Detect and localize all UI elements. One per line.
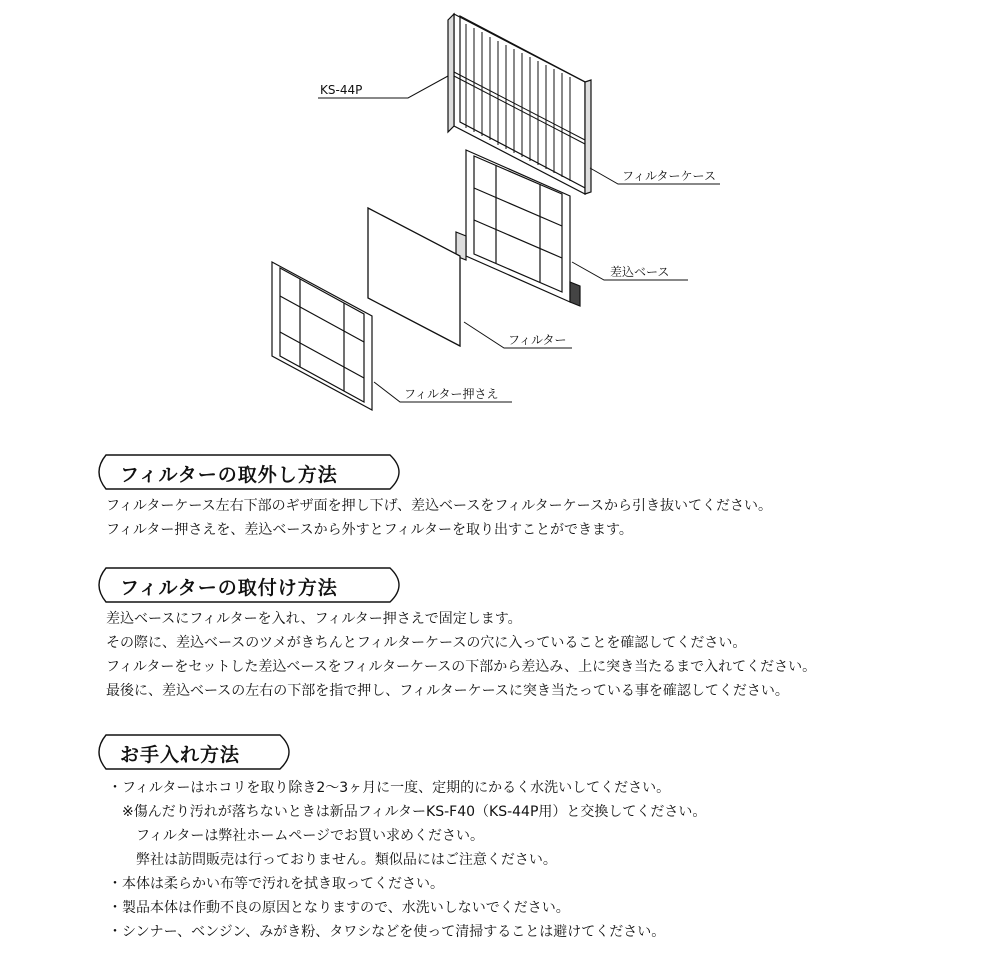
text-line: ・本体は柔らかい布等で汚れを拭き取ってください。 (108, 876, 444, 892)
filter-sheet-drawing (368, 208, 460, 346)
install-text (106, 607, 816, 703)
diagram-svg (0, 0, 994, 430)
install-section-heading (90, 566, 410, 604)
care-title: お手入れ方法 (120, 744, 241, 766)
text-line: フィルターをセットした差込ベースをフィルターケースの下部から差込み、上に突き当たるまで入れてください。 (106, 659, 817, 675)
text-line: ・フィルターはホコリを取り除き2～3ヶ月に一度、定期的にかるく水洗いしてください。 (108, 780, 671, 796)
label-filter-case: フィルターケース (622, 169, 716, 183)
label-ks44p: KS-44P (320, 83, 363, 97)
removal-title: フィルターの取外し方法 (120, 464, 338, 486)
label-filter: フィルター (508, 333, 567, 347)
text-line: その際に、差込ベースのツメがきちんとフィルターケースの穴に入っていることを確認してください。 (106, 635, 747, 651)
text-line: ・シンナー、ベンジン、みがき粉、タワシなどを使って清掃することは避けてください。 (108, 924, 666, 940)
text-line: フィルターは弊社ホームページでお買い求めください。 (136, 828, 485, 844)
text-line: ・製品本体は作動不良の原因となりますので、水洗いしないでください。 (108, 900, 570, 916)
text-line: フィルターケース左右下部のギザ面を押し下げ、差込ベースをフィルターケースから引き抜いてください。 (106, 498, 772, 514)
care-section-heading (90, 733, 300, 771)
text-line: フィルター押さえを、差込ベースから外すとフィルターを取り出すことができます。 (106, 522, 633, 538)
text-line: ※傷んだり汚れが落ちないときは新品フィルターKS-F40（KS-44P用）と交換してください。 (122, 804, 707, 820)
exploded-diagram (0, 0, 994, 430)
removal-section-heading (90, 453, 410, 491)
removal-text (106, 494, 772, 542)
install-title: フィルターの取付け方法 (120, 577, 338, 599)
label-filter-holder: フィルター押さえ (404, 387, 499, 401)
text-line: 最後に、差込ベースの左右の下部を指で押し、フィルターケースに突き当たっている事を確認してください。 (106, 683, 789, 699)
text-line: 弊社は訪問販売は行っておりません。類似品にはご注意ください。 (136, 852, 557, 868)
care-text (108, 776, 706, 944)
label-insert-base: 差込ベース (610, 265, 670, 279)
filter-holder-drawing (272, 262, 372, 410)
text-line: 差込ベースにフィルターを入れ、フィルター押さえで固定します。 (106, 611, 522, 627)
